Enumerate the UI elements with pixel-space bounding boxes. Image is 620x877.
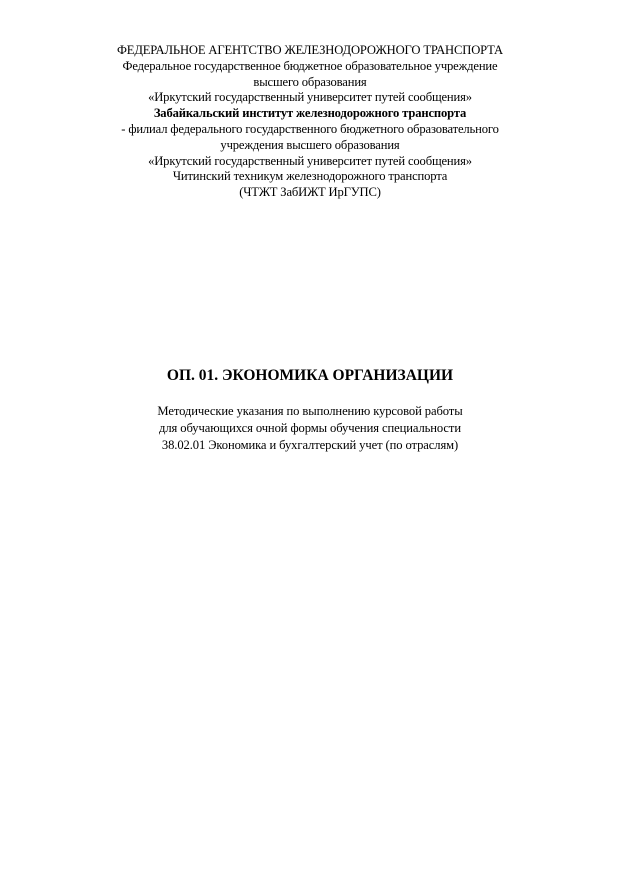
branch-line-2: учреждения высшего образования [220,137,400,152]
document-subtitle [0,403,620,454]
college-abbreviation: (ЧТЖТ ЗабИЖТ ИрГУПС) [239,185,381,200]
subtitle-line-3: 38.02.01 Экономика и бухгалтерский учет (по отраслям) [161,438,459,452]
subtitle-line-1: Методические указания по выполнению курсовой работы [157,404,463,418]
subtitle-line-2: для обучающихся очной формы обучения специальности [159,421,461,435]
institution-type-line-2: высшего образования [253,74,367,89]
university-name-repeat: «Иркутский государственный университет путей сообщения» [148,153,472,168]
college-name: Читинский техникум железнодорожного транспорта [172,169,448,184]
institute-name: Забайкальский институт железнодорожного транспорта [153,106,467,121]
institution-header [0,43,620,201]
document-title: ОП. 01. ЭКОНОМИКА ОРГАНИЗАЦИИ [166,367,454,384]
university-name: «Иркутский государственный университет путей сообщения» [148,90,472,105]
institution-type-line-1: Федеральное государственное бюджетное образовательное учреждение [122,58,498,73]
branch-line-1: - филиал федерального государственного бюджетного образовательного [121,121,499,136]
agency-name: ФЕДЕРАЛЬНОЕ АГЕНТСТВО ЖЕЛЕЗНОДОРОЖНОГО ТРАНСПОРТА [116,43,504,57]
